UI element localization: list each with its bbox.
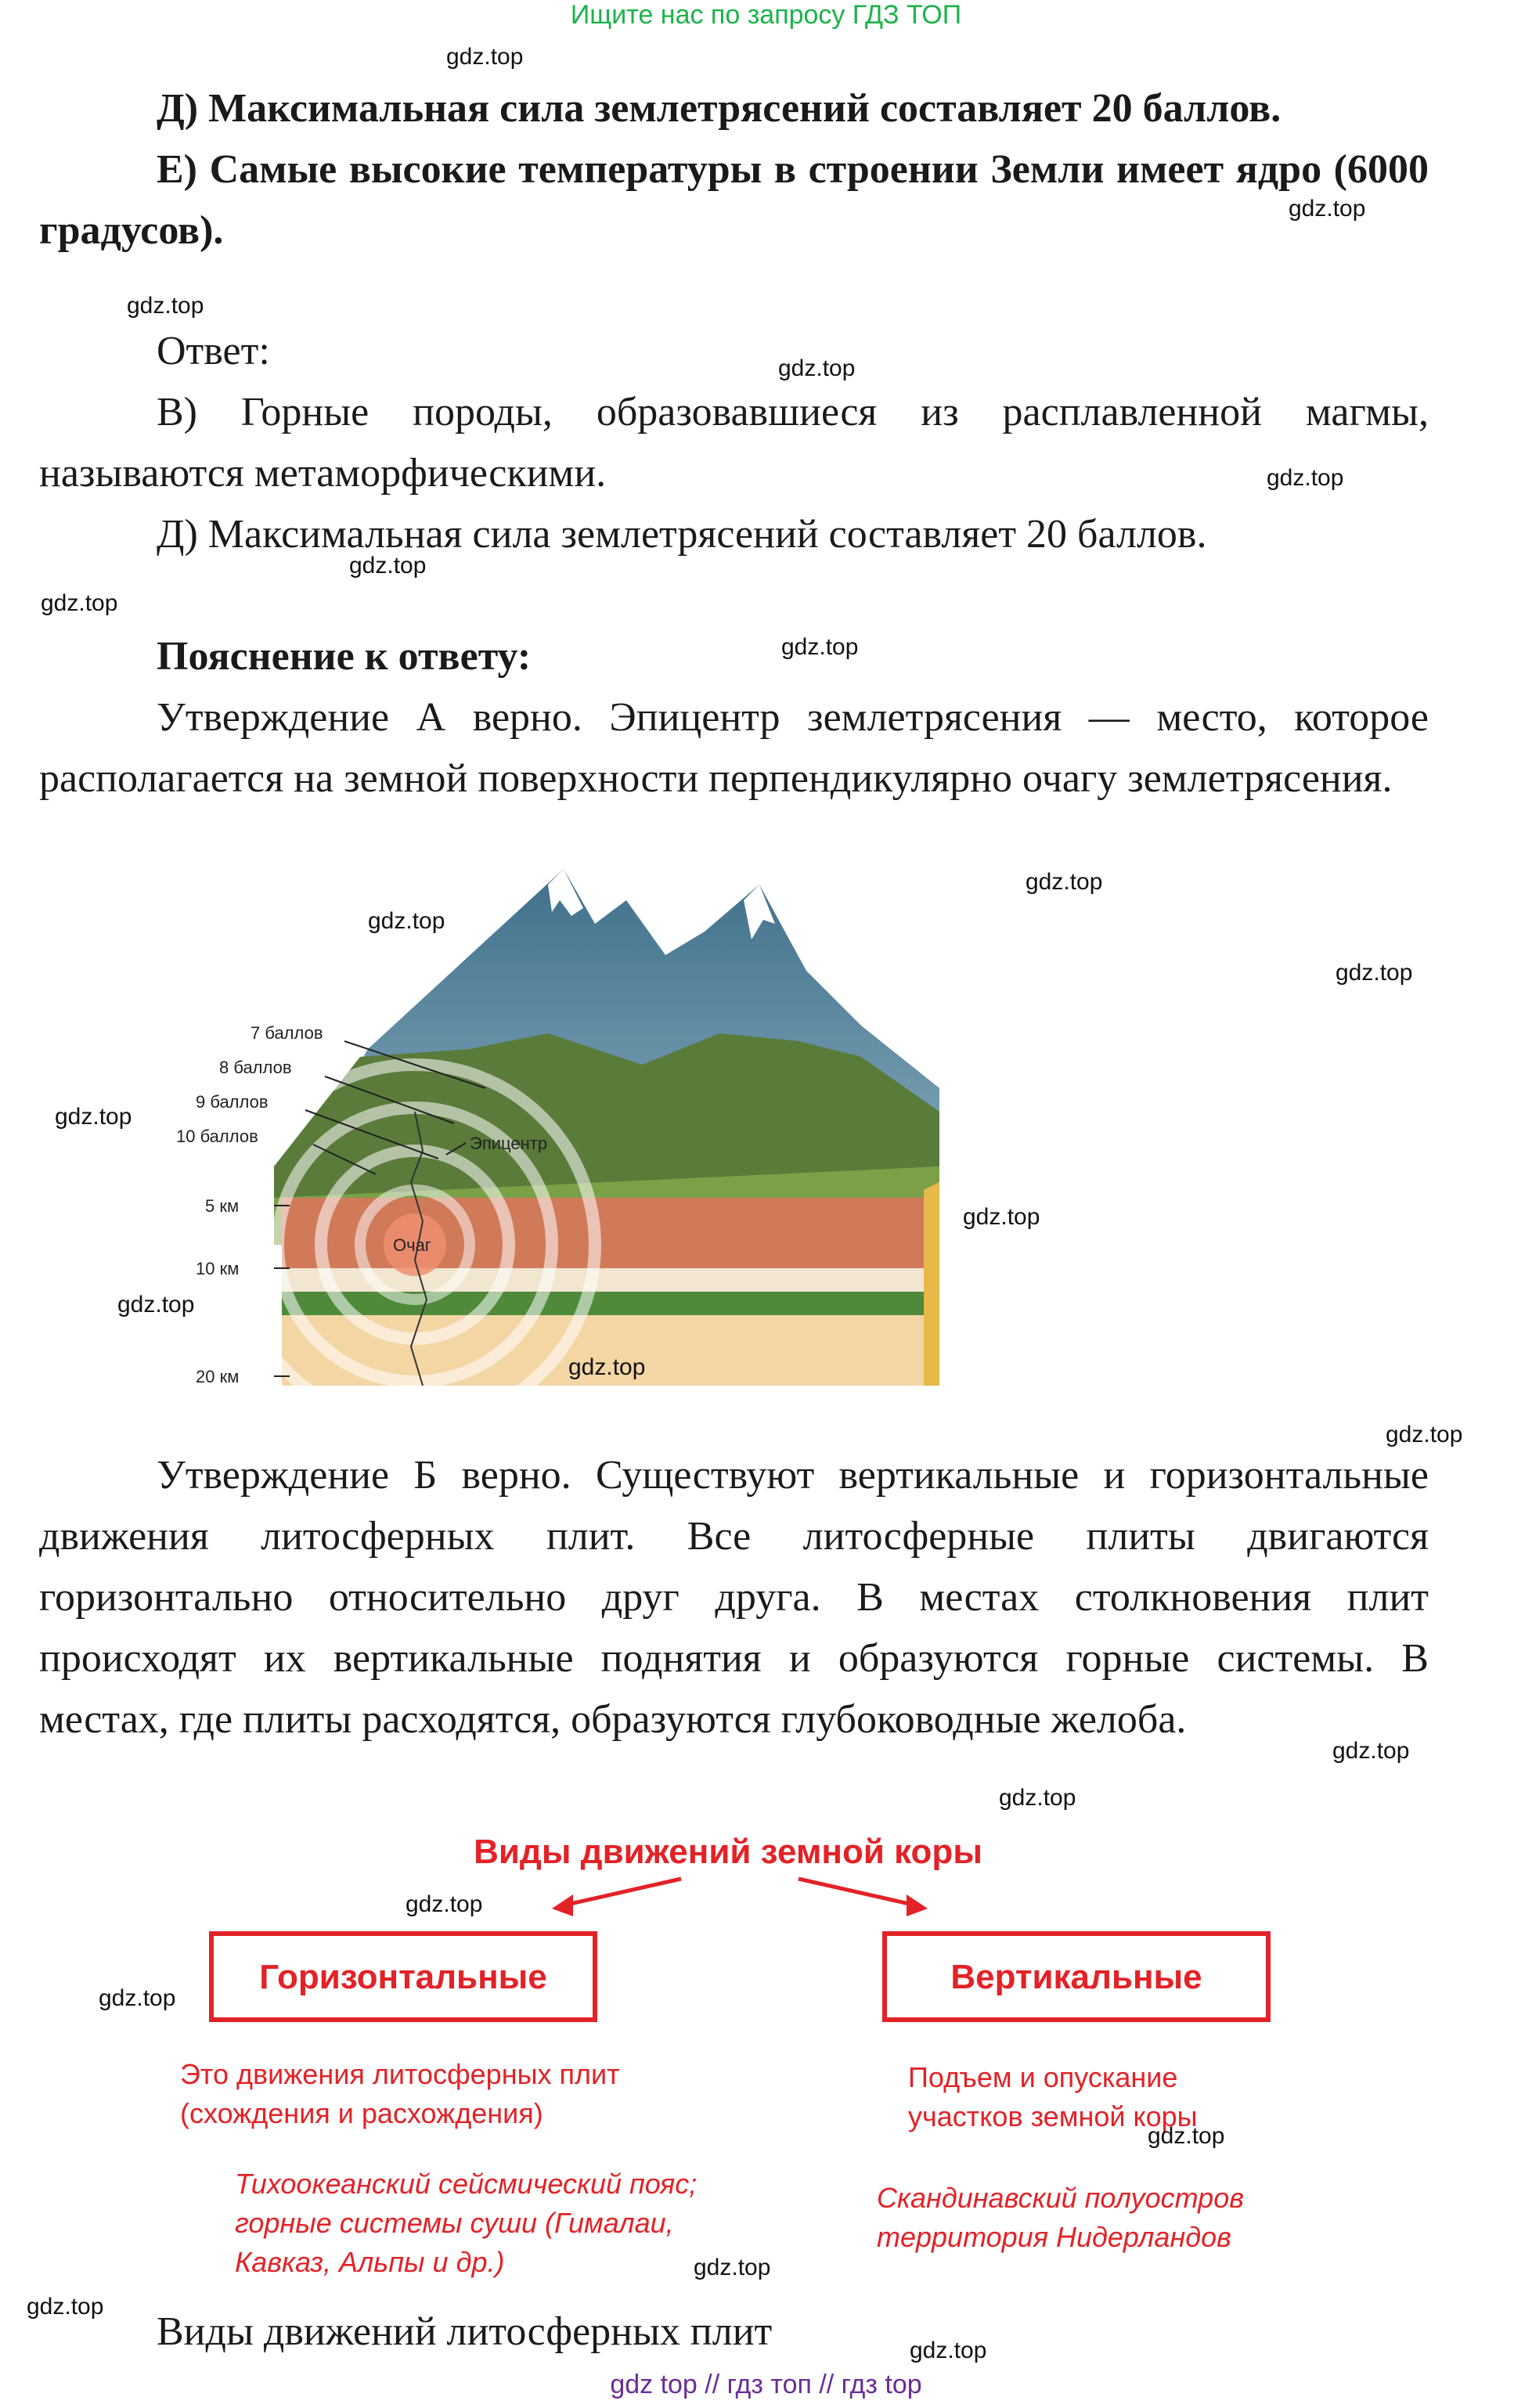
header-banner[interactable]: Ищите нас по запросу ГДЗ ТОП <box>570 0 962 30</box>
label-8: 8 баллов <box>219 1058 292 1077</box>
statement-e-bold: Е) Самые высокие температуры в строении Земли имеет ядро (6000 градусов). <box>39 147 1429 253</box>
earthquake-diagram <box>157 853 955 1386</box>
watermark: gdz.top <box>999 1785 1076 1811</box>
watermark: gdz.top <box>1148 2123 1225 2149</box>
statement-d-bold: Д) Максимальная сила землетрясений составляет 20 баллов. <box>157 86 1281 131</box>
watermark: gdz.top <box>368 908 445 934</box>
arrow-left <box>560 1879 681 1906</box>
depth-20: 20 км <box>196 1367 240 1386</box>
watermark: gdz.top <box>963 1204 1040 1230</box>
watermark: gdz.top <box>55 1104 132 1130</box>
watermark: gdz.top <box>99 1985 176 2011</box>
watermark: gdz.top <box>349 553 427 579</box>
horizontal-box-label: Горизонтальные <box>259 1958 547 1996</box>
answer-d: Д) Максимальная сила землетрясений составляет 20 баллов. <box>157 512 1207 557</box>
focus-label: Очаг <box>393 1235 431 1255</box>
statement-a: Утверждение А верно. Эпицентр землетрясения — место, которое располагается на земной поверхности перпендикулярно очагу землетрясения. <box>39 695 1429 801</box>
motions-title: Виды движений земной коры <box>474 1833 982 1871</box>
answer-label: Ответ: <box>157 329 270 373</box>
right-desc-1: Подъем и опускание <box>908 2061 1178 2093</box>
footer-links[interactable]: gdz top // гдз топ // гдз top <box>610 2370 922 2399</box>
watermark: gdz.top <box>41 590 118 616</box>
vertical-box-label: Вертикальные <box>950 1958 1202 1996</box>
answer-v: В) Горные породы, образовавшиеся из расплавленной магмы, называются метаморфическими. <box>39 390 1429 496</box>
motions-caption: Виды движений литосферных плит <box>157 2309 773 2354</box>
label-7: 7 баллов <box>251 1023 323 1043</box>
watermark: gdz.top <box>694 2255 771 2280</box>
left-example-3: Кавказ, Альпы и др.) <box>235 2246 505 2278</box>
layer-green <box>282 1292 939 1315</box>
epicenter-label: Эпицентр <box>470 1134 548 1153</box>
watermark: gdz.top <box>1267 465 1344 491</box>
right-example-1: Скандинавский полуостров <box>877 2182 1245 2214</box>
watermark: gdz.top <box>1336 960 1413 986</box>
left-example-1: Тихоокеанский сейсмический пояс; <box>235 2168 698 2200</box>
watermark: gdz.top <box>778 355 856 381</box>
left-desc-2: (схождения и расхождения) <box>180 2097 543 2129</box>
arrow-right <box>798 1879 920 1906</box>
label-9: 9 баллов <box>196 1092 269 1112</box>
block-side <box>924 1182 939 1386</box>
watermark: gdz.top <box>446 44 524 70</box>
watermark: gdz.top <box>27 2294 104 2320</box>
watermark: gdz.top <box>406 1891 483 1917</box>
statement-b: Утверждение Б верно. Существуют вертикальные и горизонтальные движения литосферных плит. Все литосферные плиты двигаются горизонтально относительно друг друга. В местах столкновения плит происходят их вертикальные поднятия и образуются горные системы. В местах, где плиты расходятся, образуются глубоководные желоба. <box>39 1453 1429 1742</box>
right-desc-2: участков земной коры <box>908 2100 1198 2132</box>
watermark: gdz.top <box>1026 869 1103 895</box>
watermark: gdz.top <box>127 293 204 319</box>
right-example-2: территория Нидерландов <box>877 2221 1231 2253</box>
watermark: gdz.top <box>781 634 859 660</box>
depth-10: 10 км <box>196 1259 240 1278</box>
label-10: 10 баллов <box>176 1126 258 1146</box>
depth-5: 5 км <box>205 1196 240 1216</box>
left-example-2: горные системы суши (Гималаи, <box>235 2207 674 2239</box>
watermark: gdz.top <box>1289 196 1366 222</box>
motions-diagram <box>141 1816 1315 2286</box>
watermark: gdz.top <box>1332 1738 1410 1764</box>
left-desc-1: Это движения литосферных плит <box>180 2058 620 2090</box>
watermark: gdz.top <box>1386 1422 1463 1447</box>
watermark: gdz.top <box>117 1292 195 1318</box>
explanation-heading: Пояснение к ответу: <box>157 634 532 679</box>
watermark: gdz.top <box>910 2338 987 2363</box>
watermark: gdz.top <box>568 1354 646 1380</box>
